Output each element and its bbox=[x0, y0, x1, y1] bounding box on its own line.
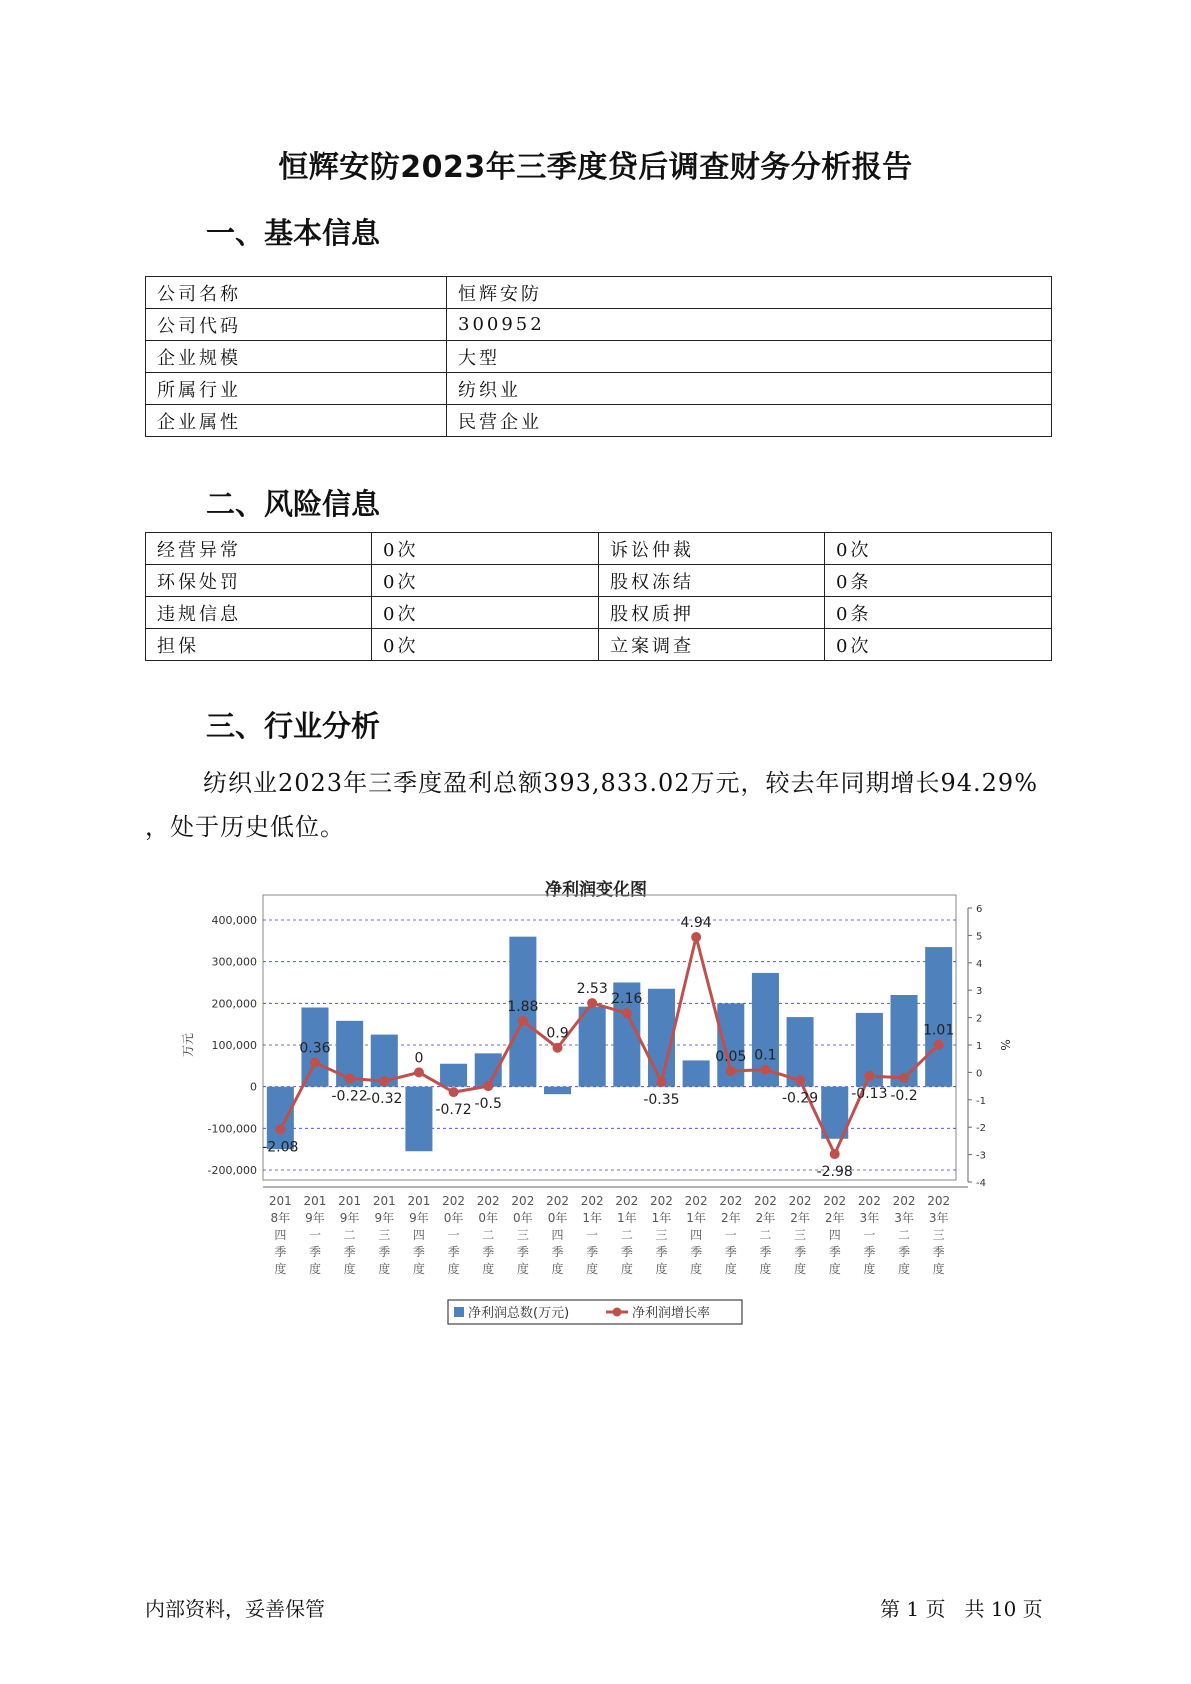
x-tick-label: 202 bbox=[476, 1194, 500, 1208]
footer-left: 内部资料，妥善保管 bbox=[145, 1597, 325, 1621]
x-tick-label: 四 bbox=[828, 1228, 841, 1242]
risk-info-value: 0次 bbox=[372, 533, 599, 565]
data-label: -0.13 bbox=[851, 1085, 888, 1102]
risk-info-label: 违规信息 bbox=[146, 597, 372, 629]
x-tick-label: 201 bbox=[407, 1194, 431, 1208]
risk-info-table bbox=[145, 532, 1052, 661]
x-tick-label: 季 bbox=[690, 1245, 703, 1259]
x-tick-label: 202 bbox=[719, 1194, 743, 1208]
x-tick-label: 3年 bbox=[894, 1211, 914, 1225]
data-label: -0.2 bbox=[890, 1087, 918, 1104]
y-left-tick-label: 400,000 bbox=[211, 914, 257, 927]
growth-rate-point bbox=[518, 1016, 528, 1026]
x-tick-label: 1年 bbox=[582, 1211, 602, 1225]
x-tick-label: 202 bbox=[823, 1194, 847, 1208]
basic-info-value: 纺织业 bbox=[447, 373, 1052, 405]
x-tick-label: 度 bbox=[932, 1262, 945, 1276]
bar bbox=[579, 1007, 606, 1087]
x-tick-label: 度 bbox=[724, 1262, 737, 1276]
x-tick-label: 度 bbox=[378, 1262, 391, 1276]
basic-info-row bbox=[146, 405, 1052, 437]
x-tick-label: 季 bbox=[516, 1245, 529, 1259]
data-label: 0 bbox=[414, 1050, 424, 1067]
y-left-tick-label: -200,000 bbox=[207, 1164, 257, 1177]
x-tick-label: 1年 bbox=[686, 1211, 706, 1225]
x-tick-label: 1年 bbox=[651, 1211, 672, 1225]
x-tick-label: 季 bbox=[898, 1245, 911, 1259]
growth-rate-point bbox=[414, 1067, 424, 1077]
y-right-tick-label: -4 bbox=[976, 1178, 986, 1189]
chart-title: 净利润变化图 bbox=[545, 880, 647, 900]
data-label: 0.9 bbox=[546, 1025, 569, 1042]
x-tick-label: 0年 bbox=[547, 1211, 568, 1225]
growth-rate-point bbox=[656, 1077, 666, 1087]
x-tick-label: 9年 bbox=[374, 1211, 395, 1225]
x-tick-label: 度 bbox=[586, 1262, 599, 1276]
x-tick-label: 202 bbox=[580, 1194, 604, 1208]
risk-info-label: 股权质押 bbox=[599, 597, 825, 629]
basic-info-value: 民营企业 bbox=[447, 405, 1052, 437]
x-tick-label: 201 bbox=[303, 1194, 327, 1208]
basic-info-label: 所属行业 bbox=[146, 373, 447, 405]
x-tick-label: 9年 bbox=[339, 1211, 360, 1225]
x-tick-label: 度 bbox=[898, 1262, 911, 1276]
y-left-axis-label: 万元 bbox=[181, 1032, 195, 1058]
x-tick-label: 一 bbox=[308, 1228, 321, 1242]
data-label: -0.29 bbox=[781, 1090, 819, 1107]
x-tick-label: 3年 bbox=[859, 1211, 880, 1225]
x-tick-label: 季 bbox=[447, 1245, 460, 1259]
data-label: 0.1 bbox=[754, 1047, 777, 1064]
x-tick-label: 一 bbox=[863, 1228, 876, 1242]
x-tick-label: 季 bbox=[482, 1245, 495, 1259]
y-right-tick-label: -3 bbox=[976, 1150, 986, 1162]
x-tick-label: 四 bbox=[551, 1228, 564, 1242]
x-tick-label: 二 bbox=[620, 1228, 633, 1242]
x-tick-label: 季 bbox=[655, 1245, 668, 1259]
risk-info-label: 环保处罚 bbox=[146, 565, 372, 597]
risk-info-value: 0次 bbox=[825, 533, 1052, 565]
x-tick-label: 度 bbox=[274, 1262, 287, 1276]
growth-rate-point bbox=[760, 1065, 770, 1075]
risk-info-row bbox=[146, 597, 1052, 629]
data-label: 2.16 bbox=[611, 991, 643, 1008]
industry-paragraph bbox=[145, 761, 1075, 849]
data-label: 2.53 bbox=[576, 981, 608, 998]
x-tick-label: 度 bbox=[551, 1262, 564, 1276]
risk-info-label: 立案调查 bbox=[599, 629, 825, 661]
x-tick-label: 一 bbox=[724, 1228, 737, 1242]
y-right-tick-label: 2 bbox=[976, 1013, 983, 1025]
x-tick-label: 季 bbox=[620, 1245, 633, 1259]
growth-rate-point bbox=[795, 1075, 805, 1085]
data-label: -0.35 bbox=[643, 1091, 680, 1108]
x-tick-label: 三 bbox=[655, 1228, 668, 1242]
x-tick-label: 季 bbox=[274, 1245, 287, 1259]
x-tick-label: 0年 bbox=[513, 1211, 533, 1225]
risk-info-value: 0次 bbox=[372, 597, 599, 629]
risk-info-value: 0次 bbox=[372, 565, 599, 597]
risk-info-label: 经营异常 bbox=[146, 533, 372, 565]
x-tick-label: 季 bbox=[724, 1245, 737, 1259]
bar bbox=[683, 1060, 710, 1086]
x-tick-label: 季 bbox=[412, 1245, 425, 1259]
x-tick-label: 季 bbox=[343, 1245, 356, 1259]
x-tick-label: 季 bbox=[932, 1245, 945, 1259]
x-tick-label: 一 bbox=[447, 1228, 460, 1242]
y-left-tick-label: 0 bbox=[250, 1080, 257, 1094]
basic-info-row bbox=[146, 309, 1052, 341]
basic-info-table bbox=[145, 276, 1052, 437]
x-tick-label: 201 bbox=[372, 1194, 396, 1208]
basic-info-row bbox=[146, 373, 1052, 405]
x-tick-label: 2年 bbox=[720, 1211, 741, 1225]
bar bbox=[544, 1087, 571, 1095]
page-title: 恒辉安防2023年三季度贷后调查财务分析报告 bbox=[278, 150, 913, 185]
x-tick-label: 季 bbox=[551, 1245, 564, 1259]
y-right-tick-label: 3 bbox=[976, 986, 983, 998]
data-label: 0.05 bbox=[715, 1049, 747, 1066]
y-right-tick-label: 1 bbox=[976, 1041, 983, 1052]
x-tick-label: 1年 bbox=[617, 1211, 637, 1225]
x-tick-label: 四 bbox=[690, 1228, 703, 1242]
y-right-tick-label: -2 bbox=[976, 1123, 986, 1135]
risk-info-row bbox=[146, 565, 1052, 597]
growth-rate-point bbox=[934, 1040, 944, 1050]
growth-rate-point bbox=[483, 1081, 493, 1091]
x-tick-label: 度 bbox=[655, 1262, 668, 1276]
x-tick-label: 三 bbox=[794, 1228, 807, 1242]
x-tick-label: 202 bbox=[753, 1194, 777, 1208]
growth-rate-point bbox=[310, 1058, 320, 1068]
x-tick-label: 度 bbox=[794, 1262, 807, 1276]
x-tick-label: 2年 bbox=[824, 1211, 845, 1225]
data-label: 0.36 bbox=[299, 1040, 331, 1057]
x-tick-label: 202 bbox=[442, 1194, 466, 1208]
y-left-tick-label: -100,000 bbox=[207, 1122, 257, 1136]
growth-rate-point bbox=[726, 1066, 736, 1076]
legend-label-bars: 净利润总数(万元) bbox=[468, 1306, 570, 1321]
risk-info-value: 0次 bbox=[825, 629, 1052, 661]
x-tick-label: 季 bbox=[828, 1245, 841, 1259]
x-tick-label: 0年 bbox=[443, 1211, 464, 1225]
growth-rate-point bbox=[553, 1043, 563, 1053]
y-left-tick-label: 300,000 bbox=[211, 955, 257, 969]
x-tick-label: 8年 bbox=[270, 1211, 291, 1225]
x-tick-label: 0年 bbox=[478, 1211, 499, 1225]
x-tick-label: 202 bbox=[788, 1194, 812, 1208]
data-label: -0.32 bbox=[366, 1091, 403, 1108]
x-tick-label: 二 bbox=[759, 1228, 772, 1242]
x-tick-label: 201 bbox=[338, 1194, 362, 1208]
risk-info-row bbox=[146, 533, 1052, 565]
basic-info-label: 公司名称 bbox=[146, 277, 447, 309]
data-label: -2.08 bbox=[262, 1139, 299, 1156]
data-label: -0.5 bbox=[474, 1096, 502, 1113]
bar bbox=[405, 1087, 432, 1152]
growth-rate-point bbox=[622, 1008, 632, 1018]
x-tick-label: 四 bbox=[412, 1228, 425, 1242]
plot-area bbox=[263, 895, 956, 1180]
industry-text-line-1: 纺织业2023年三季度盈利总额393,833.02万元，较去年同期增长94.29% bbox=[203, 769, 1039, 797]
data-label: 1.88 bbox=[507, 998, 539, 1015]
x-tick-label: 202 bbox=[511, 1194, 535, 1208]
y-right-axis-label: % bbox=[998, 1039, 1012, 1051]
x-tick-label: 度 bbox=[863, 1262, 876, 1276]
net-profit-chart bbox=[180, 880, 1010, 1330]
section-heading-basic: 一、基本信息 bbox=[206, 216, 381, 250]
x-tick-label: 季 bbox=[586, 1245, 599, 1259]
x-tick-label: 3年 bbox=[928, 1211, 949, 1225]
y-right-tick-label: 5 bbox=[976, 931, 983, 943]
x-tick-label: 季 bbox=[759, 1245, 772, 1259]
growth-rate-point bbox=[345, 1073, 355, 1083]
x-tick-label: 二 bbox=[482, 1228, 495, 1242]
y-left-tick-label: 200,000 bbox=[211, 997, 257, 1011]
x-tick-label: 202 bbox=[615, 1194, 639, 1208]
section-heading-risk: 二、风险信息 bbox=[206, 487, 381, 521]
y-right-tick-label: 6 bbox=[976, 904, 983, 915]
x-tick-label: 度 bbox=[516, 1262, 529, 1276]
y-right-tick-label: -1 bbox=[976, 1095, 986, 1107]
footer-page-number: 第 1 页 共 10 页 bbox=[880, 1597, 1043, 1621]
x-tick-label: 9年 bbox=[305, 1211, 325, 1225]
growth-rate-point bbox=[587, 998, 597, 1008]
growth-rate-point bbox=[899, 1073, 909, 1083]
basic-info-row bbox=[146, 341, 1052, 373]
x-tick-label: 度 bbox=[447, 1262, 460, 1276]
data-label: -0.22 bbox=[331, 1088, 368, 1105]
basic-info-value: 大型 bbox=[447, 341, 1052, 373]
x-tick-label: 2年 bbox=[755, 1211, 776, 1225]
risk-info-value: 0次 bbox=[372, 629, 599, 661]
growth-rate-point bbox=[275, 1124, 285, 1134]
x-tick-label: 度 bbox=[759, 1262, 772, 1276]
x-tick-label: 二 bbox=[898, 1228, 911, 1242]
risk-info-label: 担保 bbox=[146, 629, 372, 661]
data-label: 1.01 bbox=[923, 1022, 955, 1039]
x-tick-label: 季 bbox=[308, 1245, 321, 1259]
x-tick-label: 202 bbox=[546, 1194, 569, 1208]
x-tick-label: 9年 bbox=[409, 1211, 429, 1225]
growth-rate-point bbox=[864, 1071, 874, 1081]
x-tick-label: 2年 bbox=[790, 1211, 810, 1225]
x-tick-label: 一 bbox=[586, 1228, 599, 1242]
bar bbox=[923, 947, 955, 1087]
x-tick-label: 202 bbox=[857, 1194, 881, 1208]
x-tick-label: 度 bbox=[482, 1262, 495, 1276]
risk-info-row bbox=[146, 629, 1052, 661]
x-tick-label: 季 bbox=[863, 1245, 876, 1259]
legend-label-line: 净利润增长率 bbox=[632, 1306, 711, 1321]
basic-info-value: 300952 bbox=[447, 309, 1052, 341]
growth-rate-point bbox=[691, 932, 701, 942]
basic-info-row bbox=[146, 277, 1052, 309]
growth-rate-point bbox=[449, 1087, 459, 1097]
y-left-tick-label: 100,000 bbox=[211, 1039, 257, 1052]
x-tick-label: 度 bbox=[308, 1262, 321, 1276]
risk-info-label: 诉讼仲裁 bbox=[599, 533, 825, 565]
data-label: -2.98 bbox=[816, 1164, 853, 1181]
data-label: 4.94 bbox=[680, 915, 712, 932]
x-tick-label: 202 bbox=[684, 1194, 708, 1208]
bar bbox=[440, 1064, 467, 1087]
x-tick-label: 三 bbox=[378, 1228, 391, 1242]
section-heading-industry: 三、行业分析 bbox=[206, 709, 381, 743]
x-tick-label: 202 bbox=[892, 1194, 916, 1208]
x-tick-label: 202 bbox=[927, 1194, 951, 1208]
x-tick-label: 度 bbox=[620, 1262, 633, 1276]
legend-swatch-marker bbox=[613, 1308, 622, 1317]
basic-info-label: 企业规模 bbox=[146, 341, 447, 373]
risk-info-label: 股权冻结 bbox=[599, 565, 825, 597]
x-tick-label: 201 bbox=[268, 1194, 292, 1208]
x-tick-label: 三 bbox=[516, 1228, 529, 1242]
x-tick-label: 二 bbox=[343, 1228, 356, 1242]
x-tick-label: 季 bbox=[794, 1245, 807, 1259]
basic-info-value: 恒辉安防 bbox=[447, 277, 1052, 309]
x-tick-label: 度 bbox=[690, 1262, 703, 1276]
x-tick-label: 度 bbox=[412, 1262, 425, 1276]
x-tick-label: 度 bbox=[343, 1262, 356, 1276]
data-label: -0.72 bbox=[435, 1102, 472, 1119]
legend-swatch-bars bbox=[454, 1307, 464, 1317]
x-tick-label: 季 bbox=[378, 1245, 391, 1259]
x-tick-label: 度 bbox=[828, 1262, 841, 1276]
y-right-tick-label: 0 bbox=[976, 1068, 983, 1080]
x-tick-label: 四 bbox=[274, 1228, 287, 1242]
growth-rate-point bbox=[379, 1076, 389, 1086]
x-tick-label: 三 bbox=[932, 1228, 945, 1242]
growth-rate-point bbox=[830, 1149, 840, 1159]
y-right-tick-label: 4 bbox=[976, 958, 983, 970]
industry-text-line-2: ，处于历史低位。 bbox=[145, 813, 345, 841]
x-tick-label: 202 bbox=[650, 1194, 673, 1208]
risk-info-value: 0条 bbox=[825, 565, 1052, 597]
basic-info-label: 公司代码 bbox=[146, 309, 447, 341]
basic-info-label: 企业属性 bbox=[146, 405, 447, 437]
risk-info-value: 0条 bbox=[825, 597, 1052, 629]
